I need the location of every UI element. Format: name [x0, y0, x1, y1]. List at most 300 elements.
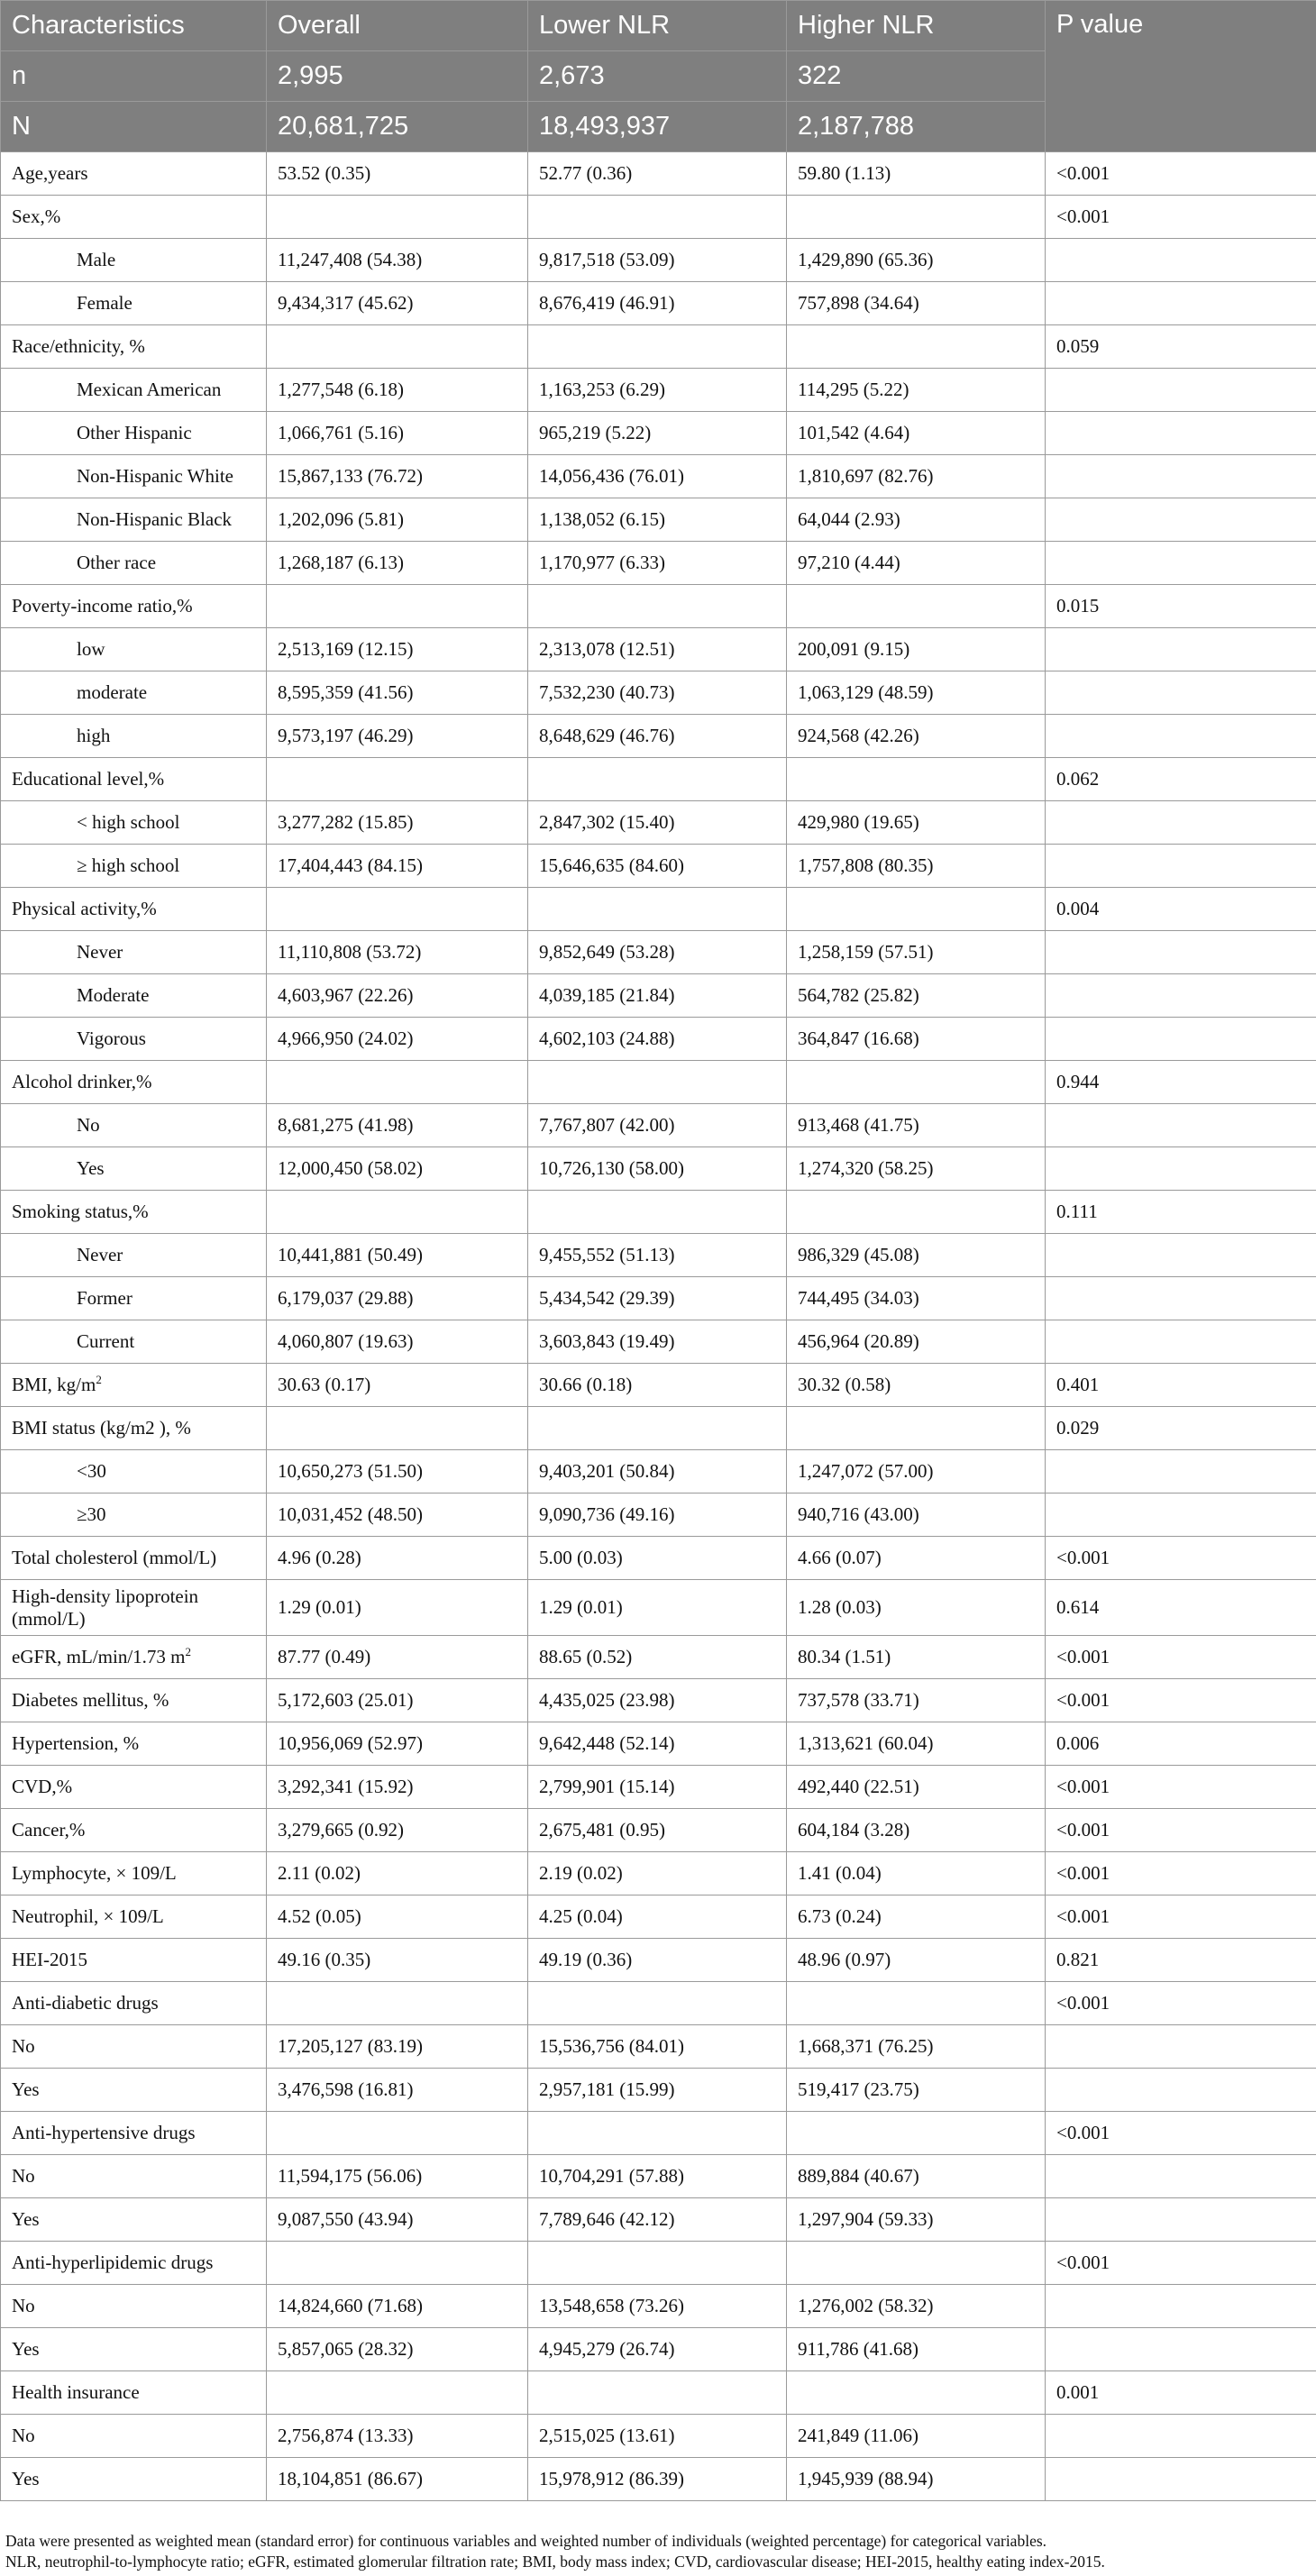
cell-lower-nlr: 15,646,635 (84.60) [528, 845, 787, 888]
table-row [1, 1450, 1316, 1494]
row-label-text: HEI-2015 [12, 1949, 87, 1970]
cell-overall: 10,650,273 (51.50) [267, 1450, 528, 1494]
cell-lower-nlr: 7,532,230 (40.73) [528, 671, 787, 715]
col-p-value: P value [1046, 1, 1316, 152]
cell-p-value [1046, 1147, 1316, 1191]
row-label [1, 801, 267, 845]
row-label [1, 542, 267, 585]
table-body [1, 152, 1316, 2501]
row-label [1, 628, 267, 671]
cell-lower-nlr: 4,435,025 (23.98) [528, 1679, 787, 1722]
cell-p-value: 0.004 [1046, 888, 1316, 931]
cell-overall: 3,292,341 (15.92) [267, 1766, 528, 1809]
cell-higher-nlr [787, 1407, 1046, 1450]
cell-lower-nlr [528, 325, 787, 369]
cell-p-value [1046, 2025, 1316, 2069]
cell-p-value: 0.614 [1046, 1580, 1316, 1636]
cell-p-value: <0.001 [1046, 196, 1316, 239]
row-label [1, 1234, 267, 1277]
cell-overall: 15,867,133 (76.72) [267, 455, 528, 498]
cell-higher-nlr: 1,757,808 (80.35) [787, 845, 1046, 888]
row-label-text: Hypertension, % [12, 1732, 140, 1754]
row-label-text: Neutrophil, × 109/L [12, 1905, 164, 1927]
N-label: N [1, 102, 267, 152]
row-label-text: CVD,% [12, 1776, 73, 1797]
cell-lower-nlr [528, 2112, 787, 2155]
row-label [1, 974, 267, 1018]
row-label [1, 1939, 267, 1982]
cell-overall: 10,441,881 (50.49) [267, 1234, 528, 1277]
cell-higher-nlr: 1,313,621 (60.04) [787, 1722, 1046, 1766]
table-row [1, 1234, 1316, 1277]
row-label [1, 1809, 267, 1852]
cell-p-value: <0.001 [1046, 1895, 1316, 1939]
cell-overall: 18,104,851 (86.67) [267, 2458, 528, 2501]
row-label-text: No [12, 2035, 35, 2057]
row-label-text: Race/ethnicity, % [12, 335, 145, 357]
cell-overall: 2,513,169 (12.15) [267, 628, 528, 671]
cell-lower-nlr [528, 585, 787, 628]
cell-p-value [1046, 974, 1316, 1018]
cell-higher-nlr: 1,429,890 (65.36) [787, 239, 1046, 282]
table-row [1, 282, 1316, 325]
row-label [1, 239, 267, 282]
cell-overall: 9,573,197 (46.29) [267, 715, 528, 758]
cell-lower-nlr: 965,219 (5.22) [528, 412, 787, 455]
cell-higher-nlr: 1,276,002 (58.32) [787, 2285, 1046, 2328]
cell-higher-nlr: 1.41 (0.04) [787, 1852, 1046, 1895]
cell-overall [267, 2242, 528, 2285]
cell-p-value [1046, 2285, 1316, 2328]
cell-overall: 11,247,408 (54.38) [267, 239, 528, 282]
cell-lower-nlr: 3,603,843 (19.49) [528, 1320, 787, 1364]
cell-lower-nlr: 7,789,646 (42.12) [528, 2198, 787, 2242]
row-label [1, 931, 267, 974]
cell-p-value [1046, 542, 1316, 585]
N-overall: 20,681,725 [267, 102, 528, 152]
table-row [1, 931, 1316, 974]
row-label-text: No [77, 1114, 100, 1136]
cell-overall: 49.16 (0.35) [267, 1939, 528, 1982]
cell-p-value: 0.062 [1046, 758, 1316, 801]
cell-lower-nlr: 4,039,185 (21.84) [528, 974, 787, 1018]
row-label [1, 1147, 267, 1191]
cell-p-value [1046, 845, 1316, 888]
cell-lower-nlr: 13,548,658 (73.26) [528, 2285, 787, 2328]
col-overall: Overall [267, 1, 528, 51]
cell-p-value: <0.001 [1046, 1809, 1316, 1852]
table-row [1, 715, 1316, 758]
N-lower: 18,493,937 [528, 102, 787, 152]
row-label [1, 2328, 267, 2371]
row-label [1, 1679, 267, 1722]
cell-overall: 4.52 (0.05) [267, 1895, 528, 1939]
cell-lower-nlr: 8,648,629 (46.76) [528, 715, 787, 758]
cell-lower-nlr: 9,403,201 (50.84) [528, 1450, 787, 1494]
header-row [1, 1, 1316, 51]
cell-higher-nlr: 492,440 (22.51) [787, 1766, 1046, 1809]
row-label [1, 498, 267, 542]
cell-p-value: <0.001 [1046, 1636, 1316, 1679]
cell-overall: 3,476,598 (16.81) [267, 2069, 528, 2112]
cell-overall: 8,681,275 (41.98) [267, 1104, 528, 1147]
cell-higher-nlr: 889,884 (40.67) [787, 2155, 1046, 2198]
row-label [1, 758, 267, 801]
cell-overall: 5,172,603 (25.01) [267, 1679, 528, 1722]
row-label-text: No [12, 2295, 35, 2316]
table-row [1, 671, 1316, 715]
cell-p-value: 0.821 [1046, 1939, 1316, 1982]
row-label-text: Anti-hypertensive drugs [12, 2122, 196, 2143]
row-label [1, 1061, 267, 1104]
row-label-text: Non-Hispanic White [77, 465, 233, 487]
cell-overall [267, 888, 528, 931]
cell-overall [267, 1407, 528, 1450]
table-row [1, 2155, 1316, 2198]
n-overall: 2,995 [267, 51, 528, 102]
table-row [1, 2371, 1316, 2415]
row-label [1, 1191, 267, 1234]
row-label-text: high [77, 725, 111, 746]
cell-lower-nlr: 1,138,052 (6.15) [528, 498, 787, 542]
cell-p-value: 0.001 [1046, 2371, 1316, 2415]
row-label-text: Never [77, 941, 123, 963]
row-label [1, 715, 267, 758]
table-row [1, 1636, 1316, 1679]
cell-higher-nlr: 737,578 (33.71) [787, 1679, 1046, 1722]
cell-higher-nlr: 114,295 (5.22) [787, 369, 1046, 412]
n-higher: 322 [787, 51, 1046, 102]
table-row [1, 845, 1316, 888]
cell-p-value [1046, 628, 1316, 671]
table-row [1, 412, 1316, 455]
cell-lower-nlr: 7,767,807 (42.00) [528, 1104, 787, 1147]
cell-higher-nlr: 429,980 (19.65) [787, 801, 1046, 845]
row-label-text: ≥30 [77, 1503, 106, 1525]
cell-p-value [1046, 1018, 1316, 1061]
cell-lower-nlr [528, 1407, 787, 1450]
cell-overall: 10,031,452 (48.50) [267, 1494, 528, 1537]
cell-p-value [1046, 1277, 1316, 1320]
cell-lower-nlr: 4.25 (0.04) [528, 1895, 787, 1939]
cell-overall: 12,000,450 (58.02) [267, 1147, 528, 1191]
row-label [1, 2198, 267, 2242]
cell-higher-nlr: 4.66 (0.07) [787, 1537, 1046, 1580]
table-row [1, 1679, 1316, 1722]
cell-lower-nlr: 14,056,436 (76.01) [528, 455, 787, 498]
row-label-text: High-density lipoprotein [12, 1585, 199, 1607]
cell-higher-nlr: 97,210 (4.44) [787, 542, 1046, 585]
cell-higher-nlr: 456,964 (20.89) [787, 1320, 1046, 1364]
cell-p-value: <0.001 [1046, 2242, 1316, 2285]
row-label [1, 1407, 267, 1450]
row-label-text: BMI status (kg/m2 ), % [12, 1417, 191, 1439]
cell-p-value [1046, 1450, 1316, 1494]
table-row [1, 585, 1316, 628]
cell-higher-nlr: 1.28 (0.03) [787, 1580, 1046, 1636]
cell-higher-nlr: 1,810,697 (82.76) [787, 455, 1046, 498]
table-row [1, 1939, 1316, 1982]
cell-overall: 17,404,443 (84.15) [267, 845, 528, 888]
cell-lower-nlr: 9,455,552 (51.13) [528, 1234, 787, 1277]
n-lower: 2,673 [528, 51, 787, 102]
table-row [1, 1104, 1316, 1147]
row-label-text: Yes [12, 2468, 40, 2489]
table-row [1, 2069, 1316, 2112]
cell-p-value [1046, 282, 1316, 325]
cell-overall: 11,594,175 (56.06) [267, 2155, 528, 2198]
cell-lower-nlr: 10,726,130 (58.00) [528, 1147, 787, 1191]
table-row [1, 369, 1316, 412]
row-label-text: moderate [77, 681, 148, 703]
row-label-text: No [12, 2165, 35, 2187]
cell-overall: 4,966,950 (24.02) [267, 1018, 528, 1061]
cell-p-value [1046, 412, 1316, 455]
cell-higher-nlr [787, 758, 1046, 801]
cell-p-value [1046, 498, 1316, 542]
row-label-text: No [12, 2425, 35, 2446]
cell-higher-nlr [787, 888, 1046, 931]
row-label [1, 1320, 267, 1364]
cell-lower-nlr [528, 758, 787, 801]
row-label [1, 282, 267, 325]
row-label-text: Moderate [77, 984, 150, 1006]
cell-lower-nlr [528, 1191, 787, 1234]
table-row [1, 152, 1316, 196]
row-label [1, 845, 267, 888]
cell-lower-nlr [528, 1061, 787, 1104]
row-label-text: Other race [77, 552, 157, 573]
row-label [1, 1494, 267, 1537]
cell-overall: 9,087,550 (43.94) [267, 2198, 528, 2242]
cell-higher-nlr [787, 325, 1046, 369]
cell-lower-nlr: 30.66 (0.18) [528, 1364, 787, 1407]
cell-p-value [1046, 239, 1316, 282]
cell-lower-nlr: 2,847,302 (15.40) [528, 801, 787, 845]
row-label [1, 1895, 267, 1939]
cell-overall: 53.52 (0.35) [267, 152, 528, 196]
cell-lower-nlr: 88.65 (0.52) [528, 1636, 787, 1679]
col-characteristics: Characteristics [1, 1, 267, 51]
cell-higher-nlr [787, 2112, 1046, 2155]
table-row [1, 239, 1316, 282]
table-row [1, 542, 1316, 585]
cell-overall: 1,277,548 (6.18) [267, 369, 528, 412]
cell-higher-nlr [787, 585, 1046, 628]
cell-higher-nlr: 241,849 (11.06) [787, 2415, 1046, 2458]
cell-higher-nlr: 986,329 (45.08) [787, 1234, 1046, 1277]
row-label [1, 2371, 267, 2415]
cell-higher-nlr: 913,468 (41.75) [787, 1104, 1046, 1147]
row-label-text: Diabetes mellitus, % [12, 1689, 169, 1711]
table-row [1, 1537, 1316, 1580]
cell-higher-nlr: 1,258,159 (57.51) [787, 931, 1046, 974]
row-label-text: Former [77, 1287, 133, 1309]
cell-lower-nlr: 9,852,649 (53.28) [528, 931, 787, 974]
row-label-text: Non-Hispanic Black [77, 508, 233, 530]
row-label [1, 671, 267, 715]
cell-higher-nlr [787, 196, 1046, 239]
row-label [1, 2285, 267, 2328]
cell-lower-nlr [528, 2371, 787, 2415]
cell-higher-nlr: 1,297,904 (59.33) [787, 2198, 1046, 2242]
cell-lower-nlr: 8,676,419 (46.91) [528, 282, 787, 325]
row-label [1, 1450, 267, 1494]
row-label [1, 1982, 267, 2025]
row-label-text: Alcohol drinker,% [12, 1071, 152, 1092]
cell-overall [267, 2371, 528, 2415]
row-label [1, 888, 267, 931]
cell-higher-nlr: 101,542 (4.64) [787, 412, 1046, 455]
table-row [1, 888, 1316, 931]
cell-overall [267, 758, 528, 801]
cell-lower-nlr: 1,163,253 (6.29) [528, 369, 787, 412]
row-label [1, 2242, 267, 2285]
cell-p-value [1046, 1104, 1316, 1147]
cell-higher-nlr: 6.73 (0.24) [787, 1895, 1046, 1939]
cell-higher-nlr: 604,184 (3.28) [787, 1809, 1046, 1852]
row-label-text: Vigorous [77, 1028, 146, 1049]
cell-overall [267, 1061, 528, 1104]
row-label-text: Anti-diabetic drugs [12, 1992, 159, 2014]
table-row [1, 1061, 1316, 1104]
cell-higher-nlr: 1,247,072 (57.00) [787, 1450, 1046, 1494]
cell-overall: 4,603,967 (22.26) [267, 974, 528, 1018]
cell-lower-nlr: 2,957,181 (15.99) [528, 2069, 787, 2112]
table-row [1, 1407, 1316, 1450]
cell-overall: 1,268,187 (6.13) [267, 542, 528, 585]
cell-lower-nlr: 15,978,912 (86.39) [528, 2458, 787, 2501]
row-label-text: < high school [77, 811, 180, 833]
row-label [1, 2458, 267, 2501]
cell-p-value [1046, 2069, 1316, 2112]
cell-higher-nlr [787, 2242, 1046, 2285]
cell-overall: 3,279,665 (0.92) [267, 1809, 528, 1852]
cell-higher-nlr: 519,417 (23.75) [787, 2069, 1046, 2112]
table-row [1, 1982, 1316, 2025]
row-label [1, 196, 267, 239]
cell-lower-nlr: 9,642,448 (52.14) [528, 1722, 787, 1766]
table-row [1, 1766, 1316, 1809]
row-label-text: BMI, kg/m [12, 1374, 96, 1395]
row-label-superscript: 2 [96, 1373, 102, 1386]
row-label-text: Age,years [12, 162, 88, 184]
cell-overall [267, 1982, 528, 2025]
cell-p-value [1046, 2155, 1316, 2198]
row-label-line-2: (mmol/L) [12, 1607, 86, 1630]
row-label [1, 2155, 267, 2198]
cell-p-value: 0.006 [1046, 1722, 1316, 1766]
cell-lower-nlr: 2,675,481 (0.95) [528, 1809, 787, 1852]
row-label-text: Never [77, 1244, 123, 1265]
cell-p-value [1046, 1320, 1316, 1364]
cell-overall: 11,110,808 (53.72) [267, 931, 528, 974]
cell-higher-nlr: 757,898 (34.64) [787, 282, 1046, 325]
cell-lower-nlr: 2,799,901 (15.14) [528, 1766, 787, 1809]
table-row [1, 1147, 1316, 1191]
cell-p-value [1046, 801, 1316, 845]
table-row [1, 455, 1316, 498]
row-label-text: eGFR, mL/min/1.73 m [12, 1646, 186, 1667]
row-label [1, 1636, 267, 1679]
cell-overall: 17,205,127 (83.19) [267, 2025, 528, 2069]
cell-lower-nlr: 49.19 (0.36) [528, 1939, 787, 1982]
col-higher-nlr: Higher NLR [787, 1, 1046, 51]
cell-p-value: <0.001 [1046, 1537, 1316, 1580]
cell-higher-nlr [787, 1061, 1046, 1104]
cell-higher-nlr: 564,782 (25.82) [787, 974, 1046, 1018]
table-row [1, 196, 1316, 239]
row-label [1, 1852, 267, 1895]
table-row [1, 2242, 1316, 2285]
cell-p-value: <0.001 [1046, 2112, 1316, 2155]
cell-p-value [1046, 455, 1316, 498]
cell-p-value: 0.401 [1046, 1364, 1316, 1407]
cell-overall: 9,434,317 (45.62) [267, 282, 528, 325]
row-label-text: Poverty-income ratio,% [12, 595, 193, 617]
row-label-text: Educational level,% [12, 768, 165, 790]
cell-overall: 10,956,069 (52.97) [267, 1722, 528, 1766]
cell-overall [267, 2112, 528, 2155]
row-label-text: Mexican American [77, 379, 222, 400]
cell-lower-nlr [528, 1982, 787, 2025]
table-row [1, 628, 1316, 671]
cell-lower-nlr: 5,434,542 (29.39) [528, 1277, 787, 1320]
cell-overall: 87.77 (0.49) [267, 1636, 528, 1679]
cell-higher-nlr: 1,063,129 (48.59) [787, 671, 1046, 715]
cell-overall [267, 1191, 528, 1234]
cell-lower-nlr: 4,602,103 (24.88) [528, 1018, 787, 1061]
row-label [1, 369, 267, 412]
cell-p-value: <0.001 [1046, 1982, 1316, 2025]
row-label-text: <30 [77, 1460, 106, 1482]
table-row [1, 1494, 1316, 1537]
row-label [1, 152, 267, 196]
table-row [1, 801, 1316, 845]
row-label-text: Health insurance [12, 2381, 140, 2403]
row-label-superscript: 2 [185, 1645, 192, 1658]
cell-higher-nlr: 1,945,939 (88.94) [787, 2458, 1046, 2501]
cell-overall: 4,060,807 (19.63) [267, 1320, 528, 1364]
row-label [1, 1104, 267, 1147]
row-label-text: Cancer,% [12, 1819, 86, 1841]
row-label [1, 1766, 267, 1809]
cell-p-value [1046, 715, 1316, 758]
col-lower-nlr: Lower NLR [528, 1, 787, 51]
cell-lower-nlr: 1.29 (0.01) [528, 1580, 787, 1636]
cell-p-value [1046, 671, 1316, 715]
cell-lower-nlr: 15,536,756 (84.01) [528, 2025, 787, 2069]
cell-higher-nlr: 744,495 (34.03) [787, 1277, 1046, 1320]
table-row [1, 325, 1316, 369]
cell-p-value: 0.059 [1046, 325, 1316, 369]
cell-higher-nlr: 48.96 (0.97) [787, 1939, 1046, 1982]
row-label-text: Smoking status,% [12, 1201, 149, 1222]
row-label [1, 2069, 267, 2112]
cell-lower-nlr [528, 2242, 787, 2285]
cell-higher-nlr: 59.80 (1.13) [787, 152, 1046, 196]
table-row [1, 1580, 1316, 1636]
cell-p-value: 0.111 [1046, 1191, 1316, 1234]
cell-overall: 1.29 (0.01) [267, 1580, 528, 1636]
cell-lower-nlr: 5.00 (0.03) [528, 1537, 787, 1580]
table-row [1, 1191, 1316, 1234]
cell-p-value: 0.944 [1046, 1061, 1316, 1104]
cell-overall: 4.96 (0.28) [267, 1537, 528, 1580]
cell-p-value: <0.001 [1046, 1679, 1316, 1722]
cell-lower-nlr: 2,313,078 (12.51) [528, 628, 787, 671]
cell-lower-nlr: 52.77 (0.36) [528, 152, 787, 196]
